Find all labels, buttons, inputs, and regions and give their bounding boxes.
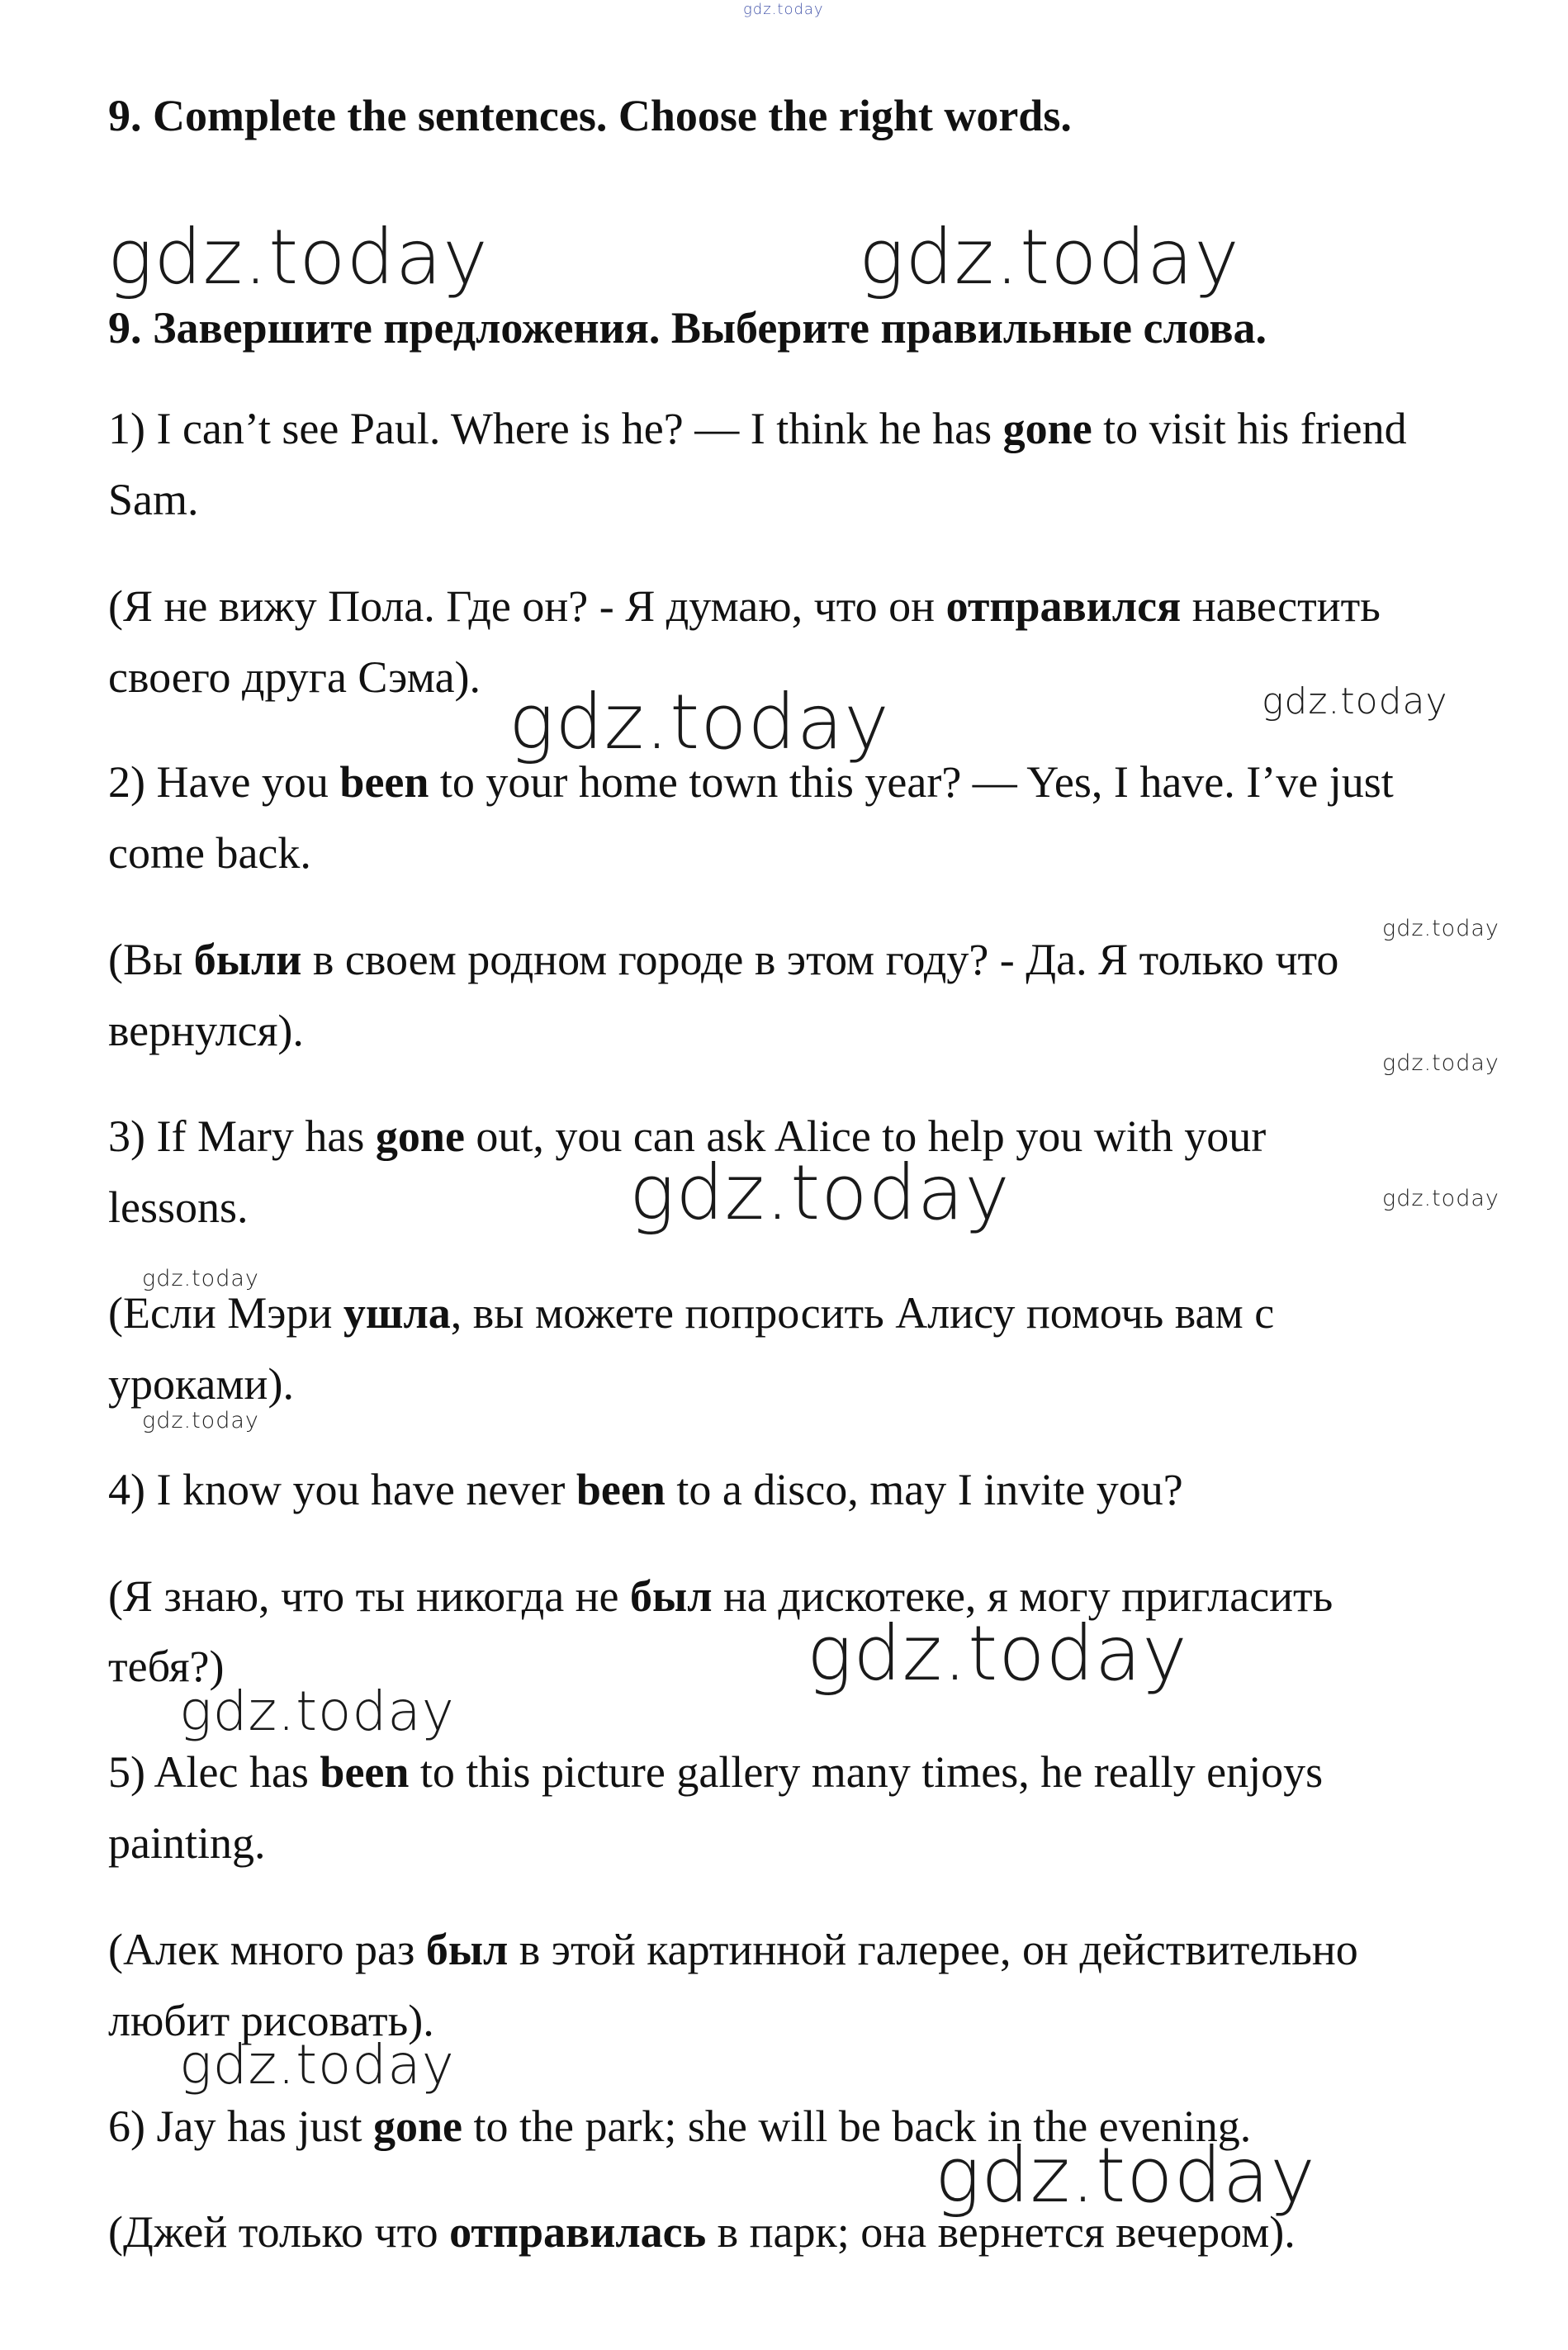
item-5-russian-line-1: (Алек много раз был в этой картинной галерее, он действительно xyxy=(108,1925,1358,1974)
watermark: gdz.today xyxy=(509,678,890,766)
item-5-english-line-2: painting. xyxy=(108,1818,266,1868)
watermark: gdz.today xyxy=(179,1680,455,1743)
heading-english: 9. Complete the sentences. Choose the right words. xyxy=(108,91,1072,140)
watermark: gdz.today xyxy=(1382,1186,1499,1211)
item-1-russian-line-2: своего друга Сэма). xyxy=(108,652,481,702)
watermark: gdz.today xyxy=(629,1149,1011,1237)
item-1-english-line-2: Sam. xyxy=(108,475,199,524)
item-6-english-line-1: 6) Jay has just gone to the park; she will be back in the evening. xyxy=(108,2101,1252,2151)
item-3-russian-line-1: (Если Мэри ушла, вы можете попросить Алису помочь вам с xyxy=(108,1288,1275,1338)
item-2-russian-line-1: (Вы были в своем родном городе в этом году? - Да. Я только что xyxy=(108,935,1339,984)
watermark: gdz.today xyxy=(179,2033,455,2097)
watermark: gdz.today xyxy=(142,1266,259,1291)
item-5-russian-line-2: любит рисовать). xyxy=(108,1996,434,2045)
watermark: gdz.today xyxy=(1262,680,1448,723)
watermark: gdz.today xyxy=(1382,916,1499,941)
item-2-english-line-1: 2) Have you been to your home town this year? — Yes, I have. I’ve just xyxy=(108,757,1394,807)
item-4-russian-line-1: (Я знаю, что ты никогда не был на дискотеке, я могу пригласить xyxy=(108,1571,1334,1621)
item-6-russian-line-1: (Джей только что отправилась в парк; она вернется вечером). xyxy=(108,2207,1296,2257)
watermark: gdz.today xyxy=(935,2131,1316,2220)
item-2-russian-line-2: вернулся). xyxy=(108,1006,304,1055)
watermark: gdz.today xyxy=(142,1408,259,1433)
item-3-english-line-1: 3) If Mary has gone out, you can ask Alice to help you with your xyxy=(108,1111,1267,1161)
watermark: gdz.today xyxy=(807,1609,1188,1698)
item-1-english-line-1: 1) I can’t see Paul. Where is he? — I think he has gone to visit his friend xyxy=(108,404,1407,453)
watermark-top: gdz.today xyxy=(743,1,824,18)
item-2-english-line-2: come back. xyxy=(108,828,311,878)
watermark: gdz.today xyxy=(1382,1050,1499,1076)
item-1-russian-line-1: (Я не вижу Пола. Где он? - Я думаю, что он отправился навестить xyxy=(108,581,1381,631)
item-4-russian-line-2: тебя?) xyxy=(108,1642,225,1691)
item-4-english-line-1: 4) I know you have never been to a disco, may I invite you? xyxy=(108,1465,1183,1514)
item-5-english-line-1: 5) Alec has been to this picture gallery many times, he really enjoys xyxy=(108,1747,1324,1797)
watermark: gdz.today xyxy=(859,213,1240,301)
item-3-english-line-2: lessons. xyxy=(108,1182,249,1232)
item-3-russian-line-2: уроками). xyxy=(108,1359,294,1409)
heading-russian: 9. Завершите предложения. Выберите правильные слова. xyxy=(108,303,1267,353)
watermark: gdz.today xyxy=(107,213,489,301)
